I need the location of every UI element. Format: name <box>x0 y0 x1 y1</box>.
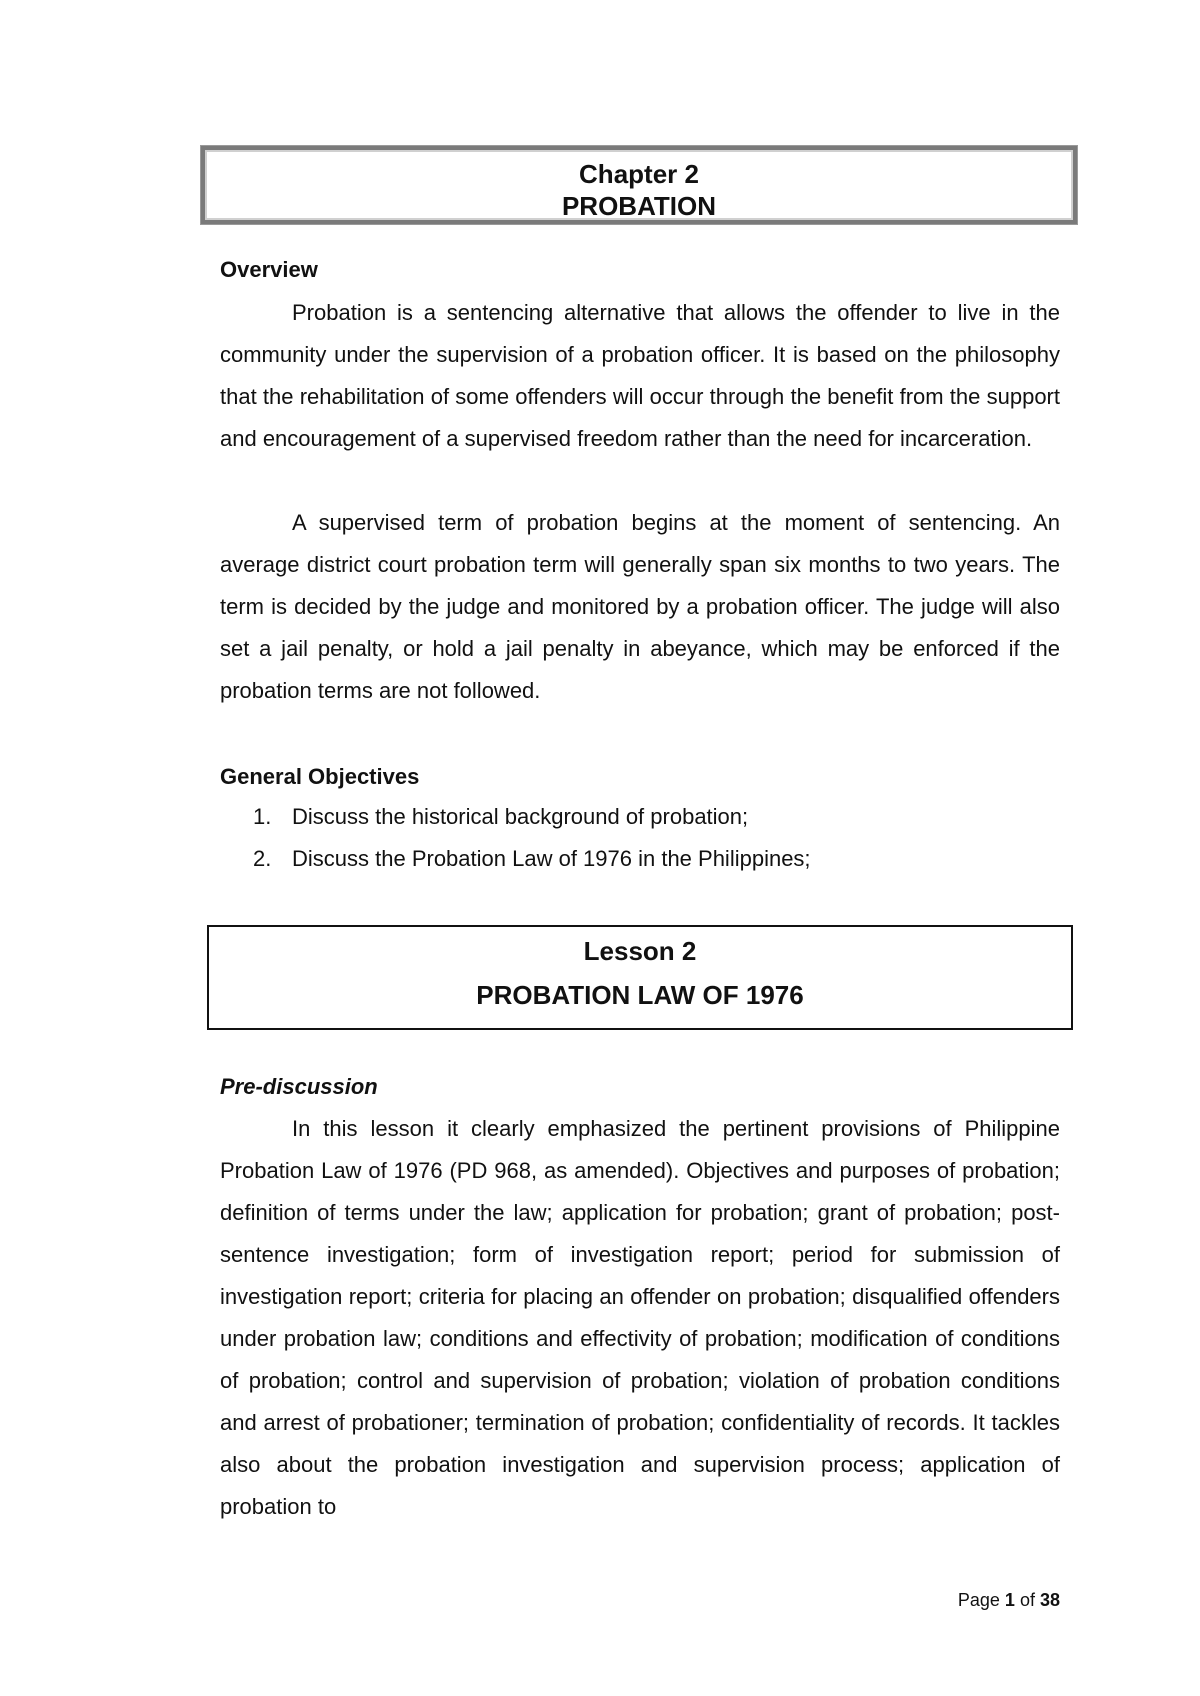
lesson-title-box <box>207 925 1073 1030</box>
list-item-number: 2. <box>253 846 272 871</box>
list-item <box>220 796 811 838</box>
list-item-text: Discuss the historical background of probation; <box>292 804 749 829</box>
page-footer <box>958 1588 1060 1612</box>
chapter-title: PROBATION <box>561 191 717 221</box>
page-number: 1 <box>1004 1590 1015 1610</box>
overview-paragraph-1: Probation is a sentencing alternative that allows the offender to live in the community under the supervision of a probation officer. It is based on the philosophy that the rehabilitation of some offenders will occur through the benefit from the support and encouragement of a supervised freedom rather than the need for incarceration. <box>220 300 1060 451</box>
list-item-number: 1. <box>253 804 272 829</box>
lesson-title: PROBATION LAW OF 1976 <box>476 980 804 1010</box>
lesson-number: Lesson 2 <box>583 936 697 966</box>
list-item-text: Discuss the Probation Law of 1976 in the Philippines; <box>292 846 811 871</box>
list-item <box>220 838 811 880</box>
total-pages: 38 <box>1039 1590 1060 1610</box>
chapter-number: Chapter 2 <box>579 159 699 189</box>
overview-paragraph-2: A supervised term of probation begins at the moment of sentencing. An average district court probation term will generally span six months to two years. The term is decided by the judge and monitored by a probation officer. The judge will also set a jail penalty, or hold a jail penalty in abeyance, which may be enforced if the probation terms are not followed. <box>220 510 1060 703</box>
of-word: of <box>1019 1590 1035 1610</box>
general-objectives-list <box>220 796 811 880</box>
general-objectives-heading: General Objectives <box>220 764 420 789</box>
overview-heading: Overview <box>220 257 318 282</box>
pre-discussion-paragraph: In this lesson it clearly emphasized the pertinent provisions of Philippine Probation Law of 1976 (PD 968, as amended). Objectives and purposes of probation; definition of terms under the law; application for probation; grant of probation; post-sentence investigation; form of investigation report; period for submission of investigation report; criteria for placing an offender on probation; disqualified offenders under probation law; conditions and effectivity of probation; modification of conditions of probation; control and supervision of probation; violation of probation conditions and arrest of probationer; termination of probation; confidentiality of records. It tackles also about the probation investigation and supervision process; application of probation to <box>220 1116 1060 1519</box>
pre-discussion-heading: Pre-discussion <box>220 1074 378 1099</box>
chapter-title-box <box>201 146 1077 224</box>
page-word: Page <box>957 1590 1000 1610</box>
